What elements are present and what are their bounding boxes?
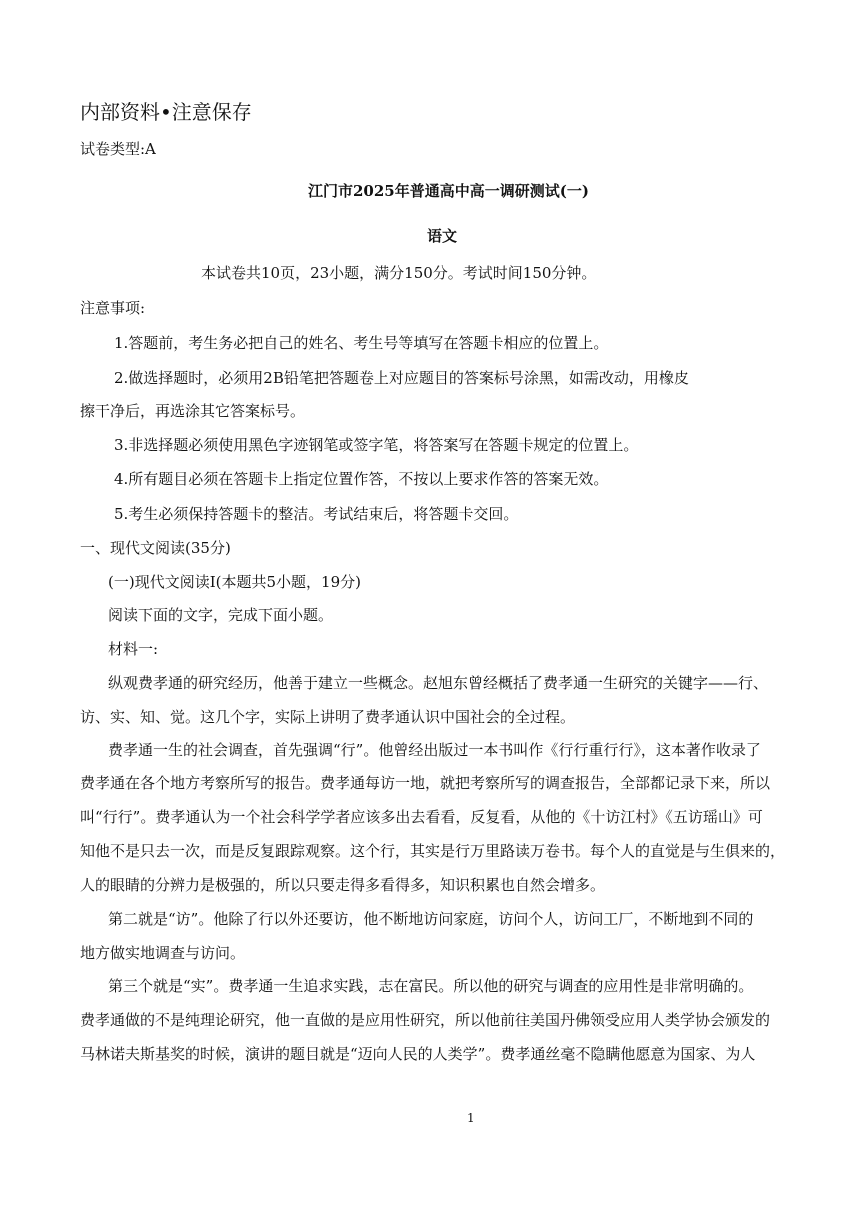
note-item-5: 5.考生必须保持答题卡的整洁。考试结束后，将答题卡交回。 — [114, 505, 519, 523]
note-item-2-line-1: 2.做选择题时，必须用2B铅笔把答题卷上对应题目的答案标号涂黑，如需改动，用橡皮 — [114, 369, 689, 387]
passage-line: 费孝通一生的社会调查，首先强调“行”。他曾经出版过一本书叫作《行行重行行》，这本著作收录了 — [108, 741, 761, 759]
passage-line: 访、实、知、觉。这几个字，实际上讲明了费孝通认识中国社会的全过程。 — [80, 708, 576, 726]
passage-line: 知他不是只去一次，而是反复跟踪观察。这个行，其实是行万里路读万卷书。每个人的直觉是与生俱来的， — [80, 842, 786, 860]
note-item-2-line-2: 擦干净后，再选涂其它答案标号。 — [80, 402, 306, 420]
note-item-3: 3.非选择题必须使用黑色字迹钢笔或签字笔，将答案写在答题卡规定的位置上。 — [114, 436, 639, 454]
reading-instruction: 阅读下面的文字，完成下面小题。 — [108, 606, 334, 624]
passage-line: 人的眼睛的分辨力是极强的，所以只要走得多看得多，知识积累也自然会增多。 — [80, 876, 606, 894]
passage-line: 马林诺夫斯基奖的时候，演讲的题目就是“迈向人民的人类学”。费孝通丝毫不隐瞒他愿意为国家、为人 — [80, 1045, 756, 1063]
subsection-heading: (一)现代文阅读I(本题共5小题，19分) — [108, 573, 361, 591]
paper-type: 试卷类型:A — [80, 140, 156, 158]
passage-line: 费孝通在各个地方考察所写的报告。费孝通每访一地，就把考察所写的调查报告，全部都记录下来，所以 — [80, 774, 771, 792]
section-heading: 一、现代文阅读(35分) — [80, 539, 231, 557]
passage-line: 第三个就是“实”。费孝通一生追求实践，志在富民。所以他的研究与调查的应用性是非常明确的。 — [108, 977, 754, 995]
passage-line: 第二就是“访”。他除了行以外还要访，他不断地访问家庭，访问个人，访问工厂，不断地到不同的 — [108, 910, 754, 928]
passage-line: 叫“行行”。费孝通认为一个社会科学学者应该多出去看看，反复看，从他的《十访江村》《五访瑶山》可 — [80, 808, 763, 826]
page-number: 1 — [467, 1111, 475, 1125]
confidential-label: 内部资料•注意保存 — [80, 100, 252, 124]
passage-line: 纵观费孝通的研究经历，他善于建立一些概念。赵旭东曾经概括了费孝通一生研究的关键字——行、 — [108, 674, 769, 692]
exam-title: 江门市2025年普通高中高一调研测试(一) — [308, 182, 589, 200]
exam-info: 本试卷共10页，23小题，满分150分。考试时间150分钟。 — [201, 264, 597, 282]
note-item-1: 1.答题前，考生务必把自己的姓名、考生号等填写在答题卡相应的位置上。 — [114, 334, 609, 352]
exam-subject: 语文 — [427, 227, 458, 245]
passage-line: 地方做实地调查与访问。 — [80, 944, 246, 962]
material-label: 材料一: — [108, 640, 159, 658]
note-item-4: 4.所有题目必须在答题卡上指定位置作答，不按以上要求作答的答案无效。 — [114, 470, 609, 488]
notes-heading: 注意事项: — [80, 299, 146, 317]
passage-line: 费孝通做的不是纯理论研究，他一直做的是应用性研究，所以他前往美国丹佛领受应用人类学协会颁发的 — [80, 1011, 771, 1029]
